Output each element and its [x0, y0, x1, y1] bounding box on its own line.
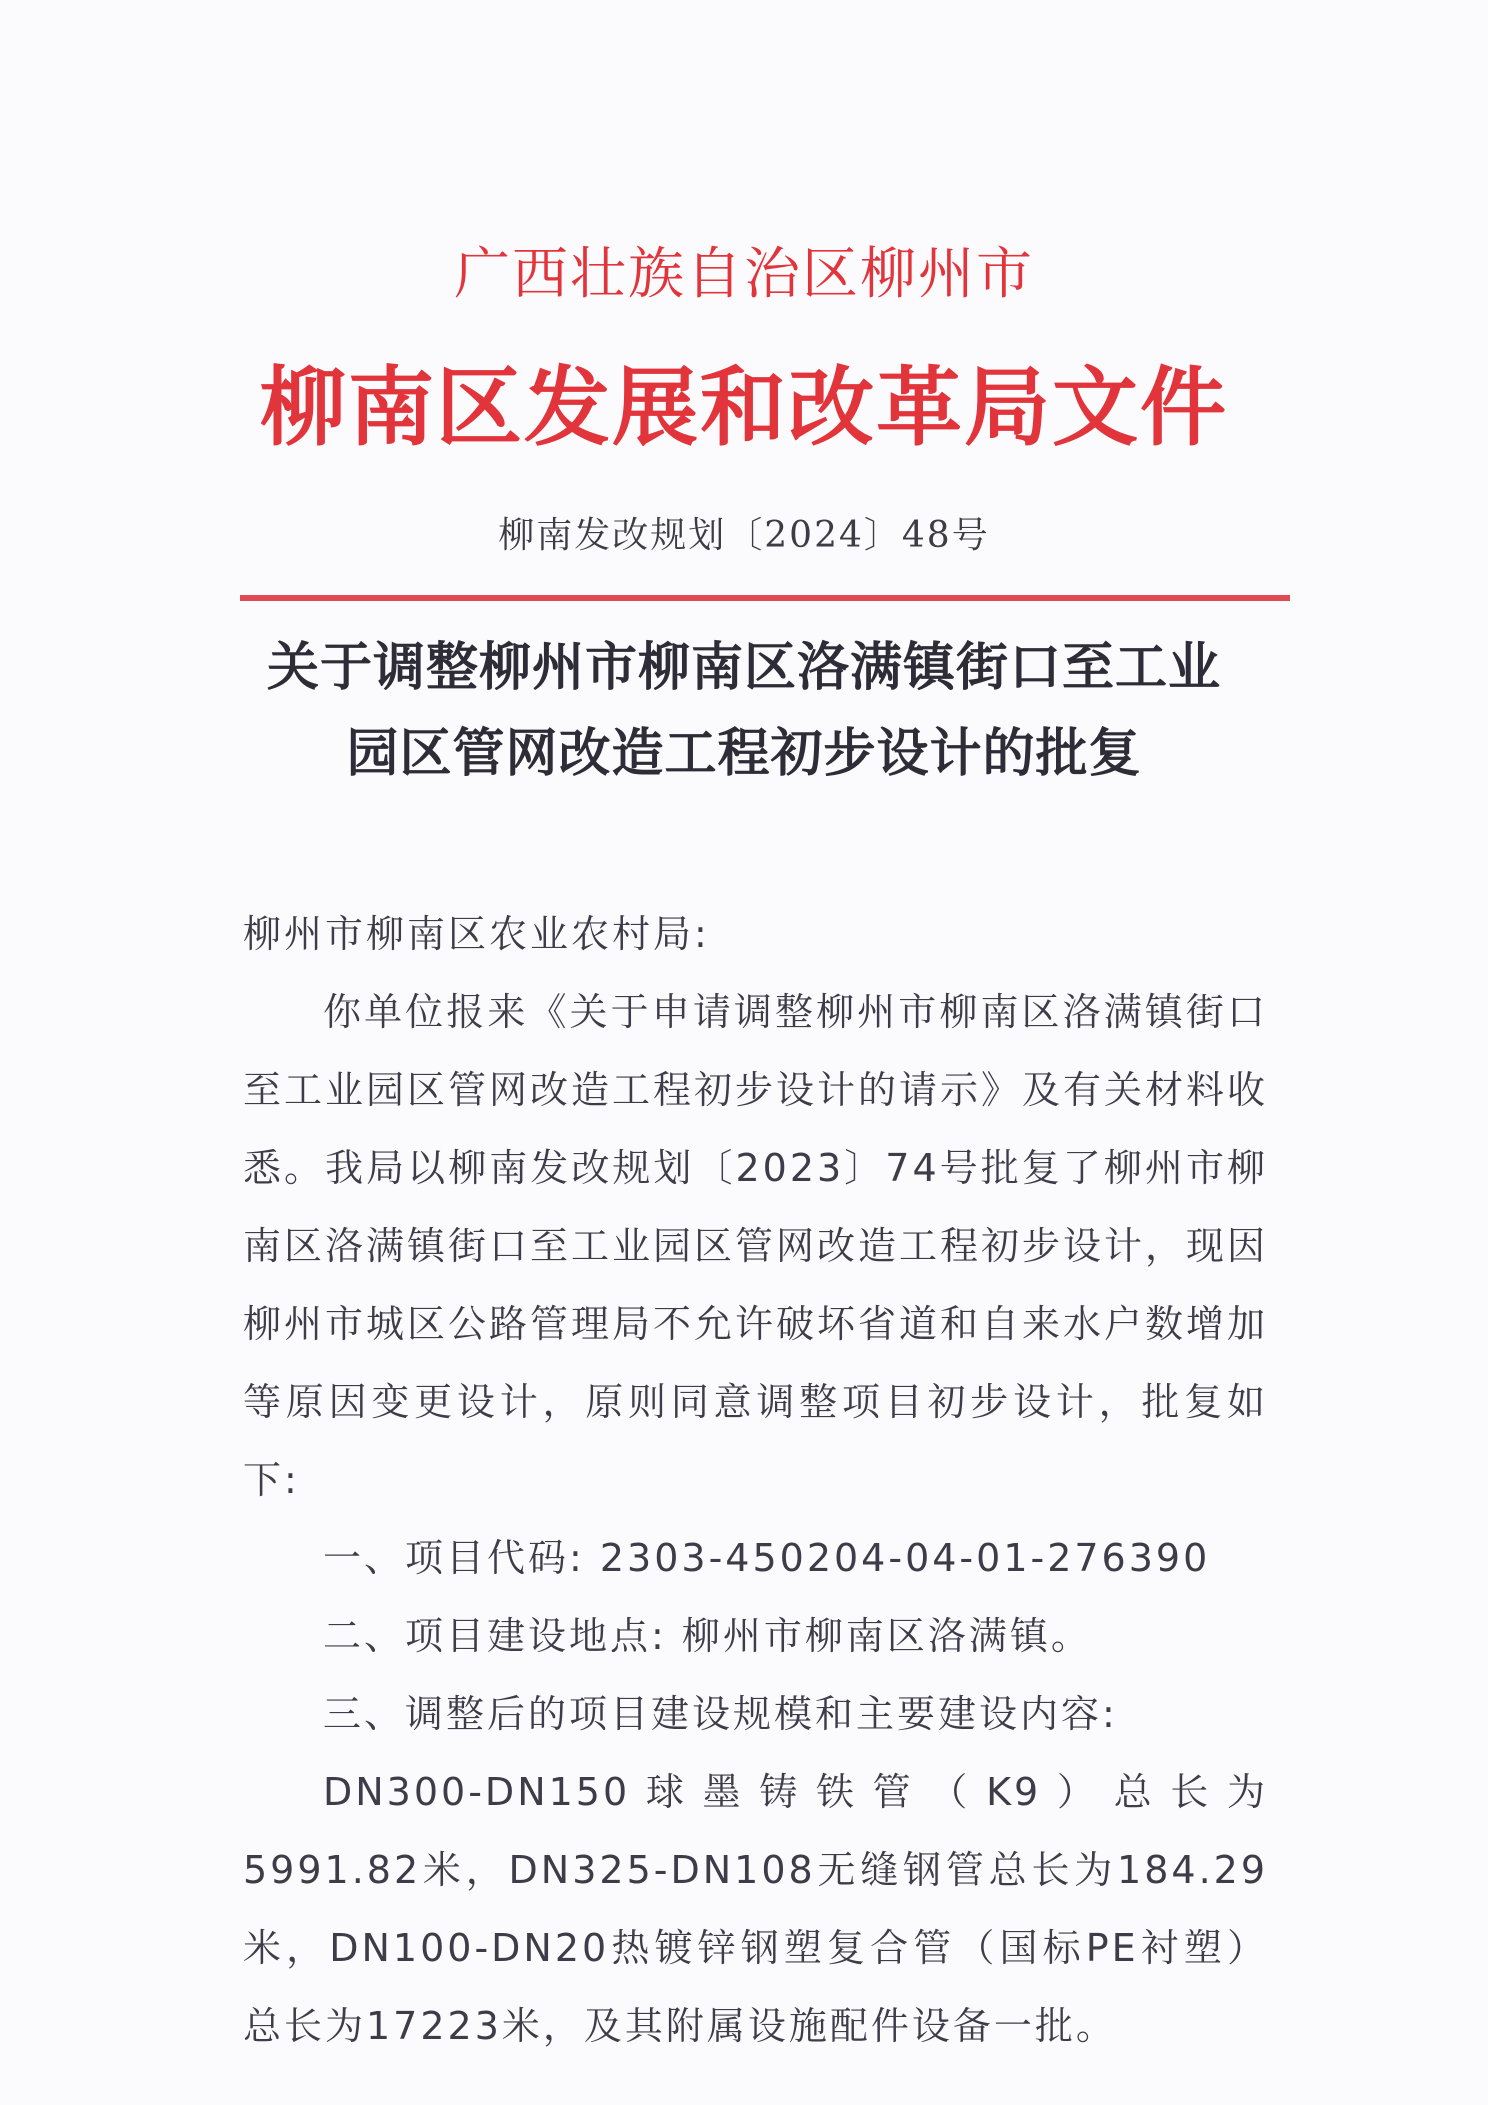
salutation: 柳州市柳南区农业农村局:: [243, 912, 710, 956]
item-location: 二、项目建设地点: 柳州市柳南区洛满镇。: [323, 1614, 1092, 1658]
item-scope-heading: 三、调整后的项目建设规模和主要建设内容:: [323, 1692, 1118, 1736]
red-divider: [240, 595, 1290, 601]
document-number: 柳南发改规划〔2024〕48号: [498, 515, 990, 556]
title-line-1: 关于调整柳州市柳南区洛满镇街口至工业: [266, 637, 1221, 698]
item-project-code: 一、项目代码: 2303-450204-04-01-276390: [323, 1536, 1211, 1580]
issuer-region: 广西壮族自治区柳州市: [454, 242, 1034, 307]
paragraph-scope: DN300-DN150球墨铸铁管（K9）总长为5991.82米，DN325-DN108无缝钢管总长为184.29米，DN100-DN20热镀锌钢塑复合管（国标PE衬塑）总长为17223米，及其附属设施配件设备一批。: [243, 1770, 1268, 2048]
paragraph-request: 你单位报来《关于申请调整柳州市柳南区洛满镇街口至工业园区管网改造工程初步设计的请示》及有关材料收悉。我局以柳南发改规划〔2023〕74号批复了柳州市柳南区洛满镇街口至工业园区管网改造工程初步设计，现因柳州市城区公路管理局不允许破坏省道和自来水户数增加等原因变更设计，原则同意调整项目初步设计，批复如下:: [243, 990, 1269, 1502]
document-title: [0, 625, 1488, 797]
document-body: [243, 895, 1268, 2065]
issuer-title: 柳南区发展和改革局文件: [260, 358, 1228, 458]
title-line-2: 园区管网改造工程初步设计的批复: [346, 723, 1142, 784]
